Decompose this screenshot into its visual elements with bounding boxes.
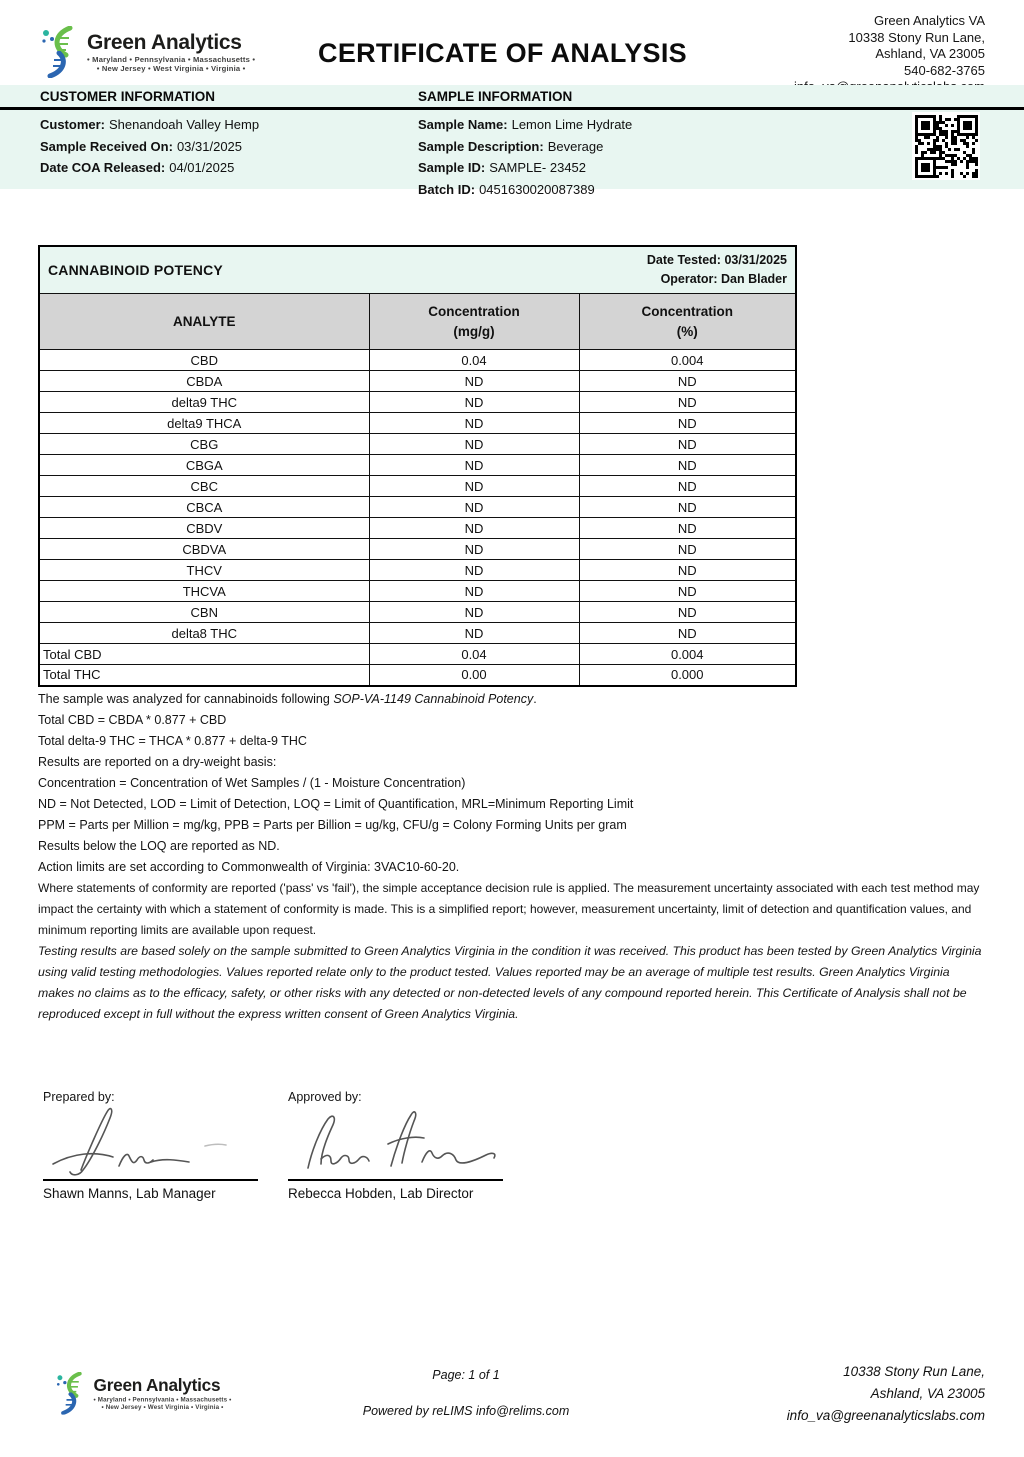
prepared-by-name: Shawn Manns, Lab Manager xyxy=(43,1186,216,1201)
table-row xyxy=(39,518,796,539)
concentration-pct-cell: ND xyxy=(579,539,796,560)
logo-text xyxy=(94,1376,232,1411)
field-label: Sample Name: xyxy=(418,117,508,132)
dna-helix-icon xyxy=(55,1372,88,1415)
table-row xyxy=(39,434,796,455)
field-label: Sample Description: xyxy=(418,138,544,154)
brand-states-line2: • New Jersey • West Virginia • Virginia • xyxy=(101,1403,224,1411)
concentration-pct-cell: 0.004 xyxy=(579,350,796,371)
table-row xyxy=(39,644,796,665)
approved-signature xyxy=(288,1106,503,1178)
field-label: Date COA Released: xyxy=(40,160,166,175)
table-row xyxy=(39,539,796,560)
lab-address-line: Green Analytics VA xyxy=(873,13,985,28)
method-note: The sample was analyzed for cannabinoids following SOP-VA-1149 Cannabinoid Potency. xyxy=(38,692,537,706)
brand-states-line1: • Maryland • Pennsylvania • Massachusetts • xyxy=(93,1395,232,1403)
dry-weight-note: Results are reported on a dry-weight basis: Concentration = Concentration of Wet Samples / (1 - Moisture Concentration) xyxy=(38,755,466,790)
lab-address-line: 540-682-3765 xyxy=(904,62,985,78)
concentration-pct-cell: ND xyxy=(579,455,796,476)
concentration-mg-cell: ND xyxy=(369,392,579,413)
analyte-cell: CBCA xyxy=(39,497,369,518)
signature-line xyxy=(43,1179,258,1181)
concentration-mg-cell: ND xyxy=(369,581,579,602)
page-title: CERTIFICATE OF ANALYSIS xyxy=(318,38,687,68)
customer-info-fields xyxy=(40,114,259,179)
field-label: Sample Received On: xyxy=(40,138,173,154)
concentration-mg-cell: ND xyxy=(369,371,579,392)
field-value: 0451630020087389 xyxy=(479,181,595,197)
brand-name: Green Analytics xyxy=(87,30,242,54)
potency-header-row xyxy=(39,294,796,350)
concentration-mg-cell: 0.04 xyxy=(369,644,579,665)
analyte-cell: CBC xyxy=(39,476,369,497)
concentration-mg-cell: ND xyxy=(369,518,579,539)
footer-center xyxy=(341,1368,591,1418)
sample-info-title: SAMPLE INFORMATION xyxy=(418,89,573,104)
concentration-pct-cell: ND xyxy=(579,476,796,497)
concentration-pct-cell: ND xyxy=(579,560,796,581)
analyte-cell: delta9 THC xyxy=(39,392,369,413)
column-header-pct: Concentration (%) xyxy=(579,294,796,350)
page-number: Page: 1 of 1 xyxy=(432,1368,500,1382)
qr-box xyxy=(912,112,980,180)
potency-section xyxy=(38,245,795,687)
concentration-pct-cell: ND xyxy=(579,602,796,623)
info-band xyxy=(0,85,1024,197)
table-row xyxy=(39,665,796,686)
concentration-pct-cell: ND xyxy=(579,623,796,644)
sample-field xyxy=(418,136,632,158)
field-value: 04/01/2025 xyxy=(169,160,235,175)
field-label: Customer: xyxy=(40,117,106,132)
analyte-cell: Total THC xyxy=(39,665,369,686)
column-header-analyte: ANALYTE xyxy=(39,294,369,350)
section-divider xyxy=(0,107,1024,110)
analyte-cell: CBDV xyxy=(39,518,369,539)
field-label: Sample ID: xyxy=(418,160,486,175)
sample-field xyxy=(418,157,632,179)
table-row xyxy=(39,413,796,434)
footer-address-line: info_va@greenanalyticslabs.com xyxy=(786,1408,985,1423)
customer-info-title: CUSTOMER INFORMATION xyxy=(40,89,215,104)
analyte-cell: THCV xyxy=(39,560,369,581)
table-row xyxy=(39,602,796,623)
table-row xyxy=(39,581,796,602)
concentration-mg-cell: ND xyxy=(369,413,579,434)
concentration-mg-cell: ND xyxy=(369,602,579,623)
potency-table xyxy=(38,245,797,687)
sample-field xyxy=(418,179,632,201)
test-meta xyxy=(647,251,787,289)
concentration-mg-cell: 0.00 xyxy=(369,665,579,686)
analyte-cell: THCVA xyxy=(39,581,369,602)
lab-address-line: 10338 Stony Run Lane, xyxy=(848,29,985,45)
disclaimer-note: Testing results are based solely on the sample submitted to Green Analytics Virginia in the condition it was received. This product has been tested by Green Analytics Virginia using valid testing methodologies. Values reported relate only to the product tested. Values reported may be an average of multiple test results. Green Analytics Virginia makes no claims as to the efficacy, safety, or other risks with any detected or non-detected levels of any compound reported herein. This Certificate of Analysis shall not be reproduced except in full without the express written consent of Green Analytics Virginia. xyxy=(38,944,982,1021)
brand-states-line1: • Maryland • Pennsylvania • Massachusetts • xyxy=(87,54,256,64)
table-row xyxy=(39,350,796,371)
customer-field xyxy=(40,157,259,179)
potency-table-title: CANNABINOID POTENCY xyxy=(48,262,223,278)
concentration-mg-cell: ND xyxy=(369,560,579,581)
loq-note: Results below the LOQ are reported as ND. xyxy=(38,839,280,853)
table-row xyxy=(39,560,796,581)
brand-name: Green Analytics xyxy=(93,1375,221,1395)
analyte-cell: CBN xyxy=(39,602,369,623)
analyte-cell: delta9 THCA xyxy=(39,413,369,434)
column-header-mg-g: Concentration (mg/g) xyxy=(369,294,579,350)
action-limits-note: Action limits are set according to Commonwealth of Virginia: 3VAC10-60-20. xyxy=(38,860,460,874)
table-row xyxy=(39,623,796,644)
table-row xyxy=(39,455,796,476)
lab-address xyxy=(794,13,985,96)
brand-states-line2: • New Jersey • West Virginia • Virginia • xyxy=(96,64,246,73)
prepared-by-block xyxy=(43,1090,258,1201)
concentration-pct-cell: ND xyxy=(579,371,796,392)
prepared-by-label: Prepared by: xyxy=(43,1090,115,1104)
footer-address-line: 10338 Stony Run Lane, xyxy=(843,1364,985,1379)
conformity-note: Where statements of conformity are reported ('pass' vs 'fail'), the simple acceptance decision rule is applied. The measurement uncertainty associated with each test method may impact the certainty with which a statement of conformity is made. This is a simplified report; however, measurement uncertainty, limit of detection and quantification values, and minimum reporting limits are available upon request. xyxy=(38,881,980,937)
field-value: Shenandoah Valley Hemp xyxy=(109,117,260,132)
prepared-signature xyxy=(43,1106,258,1178)
field-value: SAMPLE- 23452 xyxy=(489,160,587,175)
date-tested: Date Tested: 03/31/2025 xyxy=(646,253,787,267)
analyte-cell: delta8 THC xyxy=(39,623,369,644)
approved-by-block xyxy=(288,1090,503,1201)
concentration-mg-cell: ND xyxy=(369,434,579,455)
concentration-mg-cell: ND xyxy=(369,539,579,560)
table-row xyxy=(39,476,796,497)
concentration-pct-cell: ND xyxy=(579,581,796,602)
analyte-cell: Total CBD xyxy=(39,644,369,665)
approved-by-name: Rebecca Hobden, Lab Director xyxy=(288,1186,474,1201)
customer-field xyxy=(40,114,259,136)
qr-code xyxy=(915,115,978,178)
analyte-cell: CBDVA xyxy=(39,539,369,560)
concentration-pct-cell: 0.004 xyxy=(579,644,796,665)
concentration-mg-cell: 0.04 xyxy=(369,350,579,371)
potency-title-row xyxy=(39,246,796,294)
sample-info-fields xyxy=(418,114,632,200)
customer-field xyxy=(40,136,259,158)
table-row xyxy=(39,371,796,392)
table-row xyxy=(39,392,796,413)
analyte-cell: CBD xyxy=(39,350,369,371)
sample-field xyxy=(418,114,632,136)
field-value: Beverage xyxy=(547,138,604,154)
notes-section xyxy=(38,689,985,1025)
abbreviations-note: ND = Not Detected, LOD = Limit of Detection, LOQ = Limit of Quantification, MRL=Minimum Reporting Limit PPM = Parts per Million = mg/kg, PPB = Parts per Billion = ug/kg, CFU/g = Colony Forming Units per gram xyxy=(38,797,634,832)
concentration-pct-cell: ND xyxy=(579,434,796,455)
concentration-pct-cell: 0.000 xyxy=(579,665,796,686)
footer-address xyxy=(787,1361,985,1427)
concentration-mg-cell: ND xyxy=(369,476,579,497)
operator: Operator: Dan Blader xyxy=(660,272,787,286)
concentration-pct-cell: ND xyxy=(579,518,796,539)
table-row xyxy=(39,497,796,518)
footer-address-line: Ashland, VA 23005 xyxy=(870,1386,985,1401)
concentration-pct-cell: ND xyxy=(579,497,796,518)
field-value: Lemon Lime Hydrate xyxy=(511,117,633,132)
powered-by: Powered by reLIMS info@relims.com xyxy=(362,1404,570,1418)
footer-logo xyxy=(55,1372,231,1415)
approved-by-label: Approved by: xyxy=(288,1090,362,1104)
formulas-note: Total CBD = CBDA * 0.877 + CBD Total delta-9 THC = THCA * 0.877 + delta-9 THC xyxy=(38,713,307,748)
field-value: 03/31/2025 xyxy=(176,138,243,154)
potency-table-body xyxy=(39,350,796,686)
concentration-pct-cell: ND xyxy=(579,392,796,413)
concentration-mg-cell: ND xyxy=(369,623,579,644)
signature-line xyxy=(288,1179,503,1181)
concentration-mg-cell: ND xyxy=(369,497,579,518)
field-label: Batch ID: xyxy=(418,181,476,197)
lab-address-line: Ashland, VA 23005 xyxy=(875,46,985,61)
concentration-mg-cell: ND xyxy=(369,455,579,476)
concentration-pct-cell: ND xyxy=(579,413,796,434)
analyte-cell: CBGA xyxy=(39,455,369,476)
analyte-cell: CBDA xyxy=(39,371,369,392)
analyte-cell: CBG xyxy=(39,434,369,455)
